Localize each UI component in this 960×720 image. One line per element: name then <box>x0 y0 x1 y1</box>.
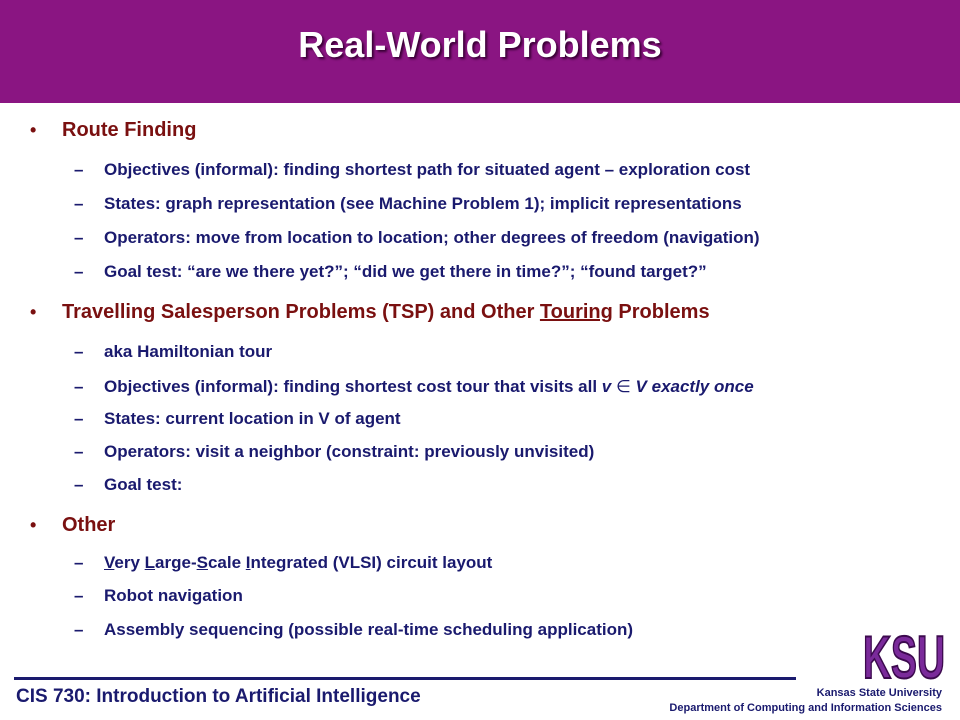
list-item: Goal test: “are we there yet?”; “did we get there in time?”; “found target?” <box>104 262 707 281</box>
department-name: Department of Computing and Information Sciences <box>669 702 942 714</box>
item-text: Objectives (informal): finding shortest cost tour that visits all <box>104 377 602 396</box>
bullet: • <box>30 302 37 322</box>
list-item: States: current location in V of agent <box>104 409 401 428</box>
ksu-logo <box>862 620 946 684</box>
list-item: Goal test: <box>104 475 183 494</box>
heading-part: Problems <box>612 301 710 323</box>
dash: – <box>74 228 84 247</box>
dash: – <box>74 475 84 494</box>
heading-part: Travelling Salesperson Problems (TSP) and Other <box>62 301 540 323</box>
list-item: Robot navigation <box>104 586 243 605</box>
item-text: ery <box>114 553 145 572</box>
item-text: arge- <box>155 553 197 572</box>
dash: – <box>74 553 84 572</box>
acronym-letter: V <box>104 553 115 572</box>
item-text: ntegrated (VLSI) circuit layout <box>250 553 493 572</box>
dash: – <box>74 620 84 639</box>
dash: – <box>74 194 84 213</box>
dash: – <box>74 160 84 179</box>
list-item: aka Hamiltonian tour <box>104 342 273 361</box>
section-heading-route-finding: Route Finding <box>62 119 197 141</box>
logo-text: KSU <box>863 624 945 684</box>
heading-underlined-word: Touring <box>539 301 613 323</box>
bullet: • <box>30 515 37 535</box>
dash: – <box>74 442 84 461</box>
list-item: Objectives (informal): finding shortest path for situated agent – exploration cost <box>104 160 751 179</box>
dash: – <box>74 342 84 361</box>
dash: – <box>74 377 84 396</box>
dash: – <box>74 409 84 428</box>
item-text: V exactly once <box>635 377 754 396</box>
course-title: CIS 730: Introduction to Artificial Intelligence <box>16 686 421 707</box>
dash: – <box>74 262 84 281</box>
list-item: Operators: visit a neighbor (constraint: previously unvisited) <box>104 442 595 461</box>
list-item <box>104 377 754 397</box>
list-item: Operators: move from location to location; other degrees of freedom (navigation) <box>104 228 760 247</box>
item-var: v <box>601 377 612 396</box>
list-item: States: graph representation (see Machine Problem 1); implicit representations <box>104 194 742 213</box>
bullet: • <box>30 120 37 140</box>
acronym-letter: I <box>245 553 251 572</box>
dash: – <box>74 586 84 605</box>
section-heading-tsp <box>62 301 710 324</box>
list-item <box>104 553 492 573</box>
item-text: cale <box>207 553 246 572</box>
university-name: Kansas State University <box>816 687 942 699</box>
title-banner <box>0 0 960 103</box>
element-of-symbol: ∈ <box>616 377 631 397</box>
acronym-letter: S <box>196 553 208 572</box>
acronym-letter: L <box>144 553 156 572</box>
section-heading-other: Other <box>62 514 116 536</box>
footer-divider <box>14 677 796 680</box>
slide-title: Real-World Problems <box>298 24 662 65</box>
list-item: Assembly sequencing (possible real-time scheduling application) <box>104 620 634 639</box>
